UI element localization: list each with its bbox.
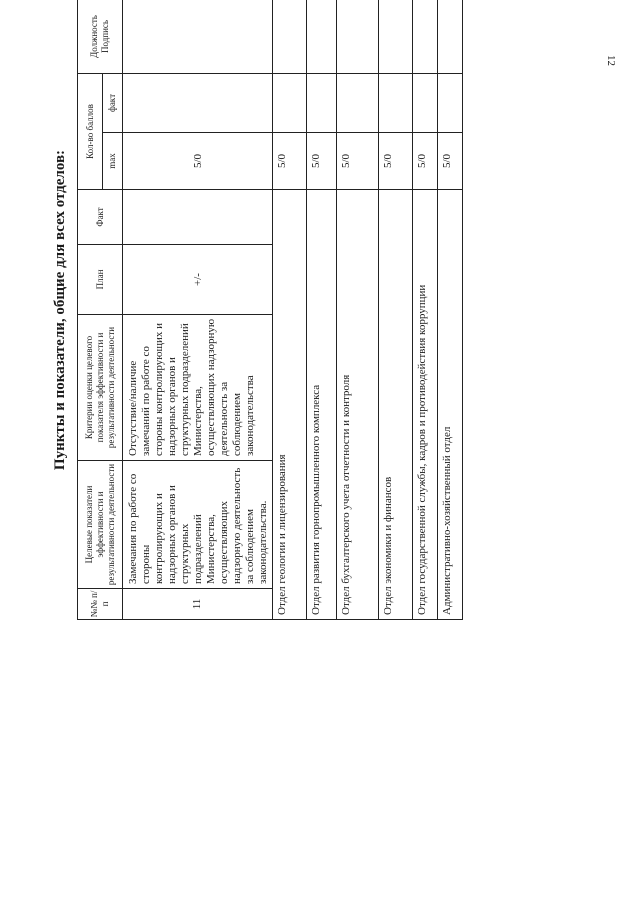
department-name: Отдел бухгалтерского учета отчетности и контроля [337,190,379,620]
department-signature [379,0,413,74]
header-score-fact: факт [103,74,123,133]
department-name: Административно-хозяйственный отдел [438,190,463,620]
department-score-max: 5/0 [413,133,438,190]
department-row [438,0,463,620]
department-signature [438,0,463,74]
department-score-max: 5/0 [273,133,307,190]
table-header-row [78,0,103,620]
department-row [379,0,413,620]
department-signature [273,0,307,74]
department-score-max: 5/0 [379,133,413,190]
department-score-fact [379,74,413,133]
department-score-max: 5/0 [307,133,337,190]
department-name: Отдел государственной службы, кадров и противодействия коррупции [413,190,438,620]
rotated-page-content [50,0,550,620]
header-target: Целевые показатели эффективности и результативности деятельности [78,461,123,589]
department-signature [307,0,337,74]
header-signature: Должность Подпись [78,0,123,74]
department-row [413,0,438,620]
department-name: Отдел развития горнопромышленного комплекса [307,190,337,620]
criteria-table [77,0,463,620]
target-indicator-text: Замечания по работе со стороны контролирующих и надзорных органов и структурных подразделений Министерства, осуществляющих надзорную деятельность за соблюдением законодательства. [123,461,273,589]
department-row [307,0,337,620]
score-fact-value [123,74,273,133]
department-row [337,0,379,620]
department-row [273,0,307,620]
department-name: Отдел экономики и финансов [379,190,413,620]
page-number: 12 [605,55,617,66]
row-number: 11 [123,589,273,620]
department-signature [413,0,438,74]
department-score-max: 5/0 [337,133,379,190]
signature-cell [123,0,273,74]
department-score-fact [273,74,307,133]
header-score: Кол-во баллов [78,74,103,190]
department-score-fact [337,74,379,133]
plan-value: +/- [123,245,273,315]
main-criteria-row [123,0,273,620]
header-score-max: max [103,133,123,190]
department-name: Отдел геологии и лицензирования [273,190,307,620]
criteria-text: Отсутствие/наличие замечаний по работе со стороны контролирующих и надзорных органов и структурных подразделений Министерства, осуществляющих надзорную деятельность за соблюдением законодательства [123,315,273,461]
score-max-value: 5/0 [123,133,273,190]
section-title: Пункты и показатели, общие для всех отделов: [52,149,68,471]
department-score-fact [307,74,337,133]
department-score-max: 5/0 [438,133,463,190]
header-plan: План [78,245,123,315]
header-criteria: Критерии оценки целевого показателя эффективности и результативности деятельности [78,315,123,461]
department-score-fact [438,74,463,133]
department-score-fact [413,74,438,133]
header-fact: Факт [78,190,123,245]
header-num: №№ п/п [78,589,123,620]
fact-value [123,190,273,245]
department-signature [337,0,379,74]
